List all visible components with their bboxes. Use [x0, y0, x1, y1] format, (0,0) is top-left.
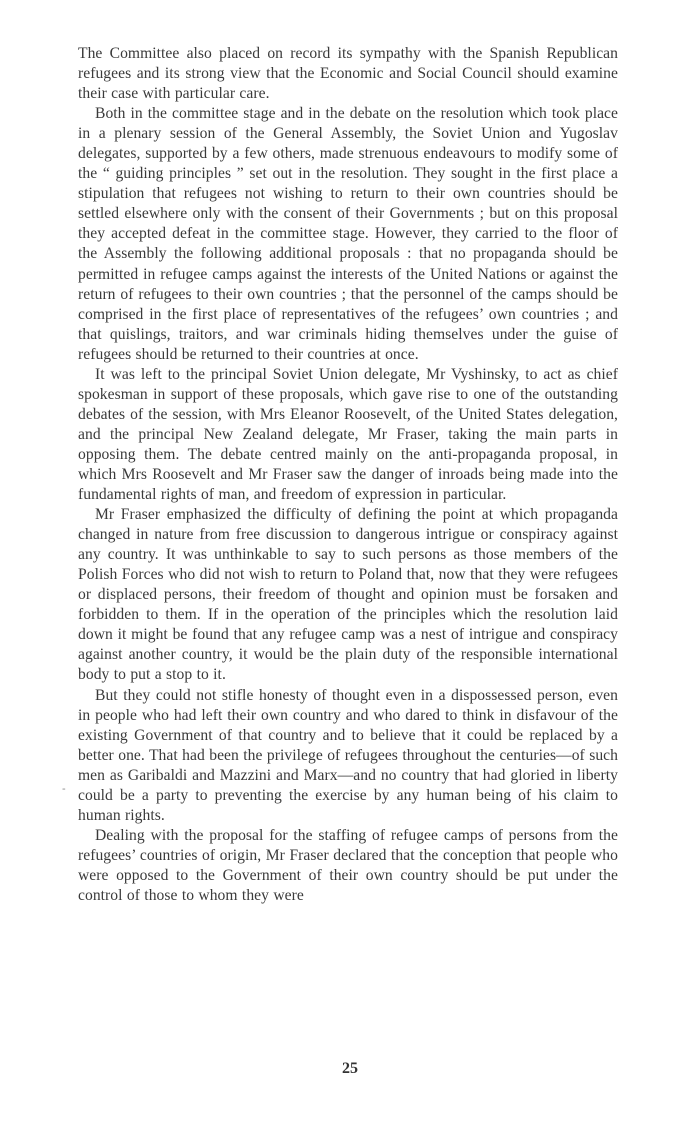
paragraph-5: But they could not stifle honesty of thought even in a dispossessed person, even in people who had left their own country and who dared to think in disfavour of the existing Government of that country and to believe that it could be replaced by a better one. That had been the privilege of refugees throughout the centuries—of such men as Garibaldi and Mazzini and Marx—and no country that had gloried in liberty could be a party to preventing the exercise by any human being of his claim to human rights.: [78, 686, 618, 824]
paragraph-6: Dealing with the proposal for the staffing of refugee camps of persons from the refugees’ countries of origin, Mr Fraser declared that the conception that people who were opposed to the Government of their own country should be put under the control of those to whom they were: [78, 826, 618, 904]
paragraph-4: Mr Fraser emphasized the difficulty of defining the point at which propaganda changed in nature from free discussion to dangerous intrigue or conspiracy against any country. It was unthinkable to say to such persons as those members of the Polish Forces who did not wish to return to Poland that, now that they were refugees or displaced persons, their freedom of thought and opinion must be forsaken and forbidden to them. If in the operation of the principles which the resolution laid down it might be found that any refugee camp was a nest of intrigue and conspiracy against another country, it would be the plain duty of the responsible international body to put a stop to it.: [78, 506, 618, 684]
paragraph-1: The Committee also placed on record its sympathy with the Spanish Republican refugees and its strong view that the Economic and Social Council should examine their case with particular care.: [78, 45, 618, 103]
page-number: 25: [342, 1060, 358, 1077]
page-body: [78, 44, 618, 906]
margin-mark: -: [62, 783, 66, 795]
paragraph-2: Both in the committee stage and in the debate on the resolution which took place in a plenary session of the General Assembly, the Soviet Union and Yugoslav delegates, supported by a few others, made strenuous endeavours to modify some of the “ guiding principles ” set out in the resolution. They sought in the first place a stipulation that refugees not wishing to return to their own countries should be settled elsewhere only with the consent of their Governments ; but on this proposal they accepted defeat in the committee stage. However, they carried to the floor of the Assembly the following additional proposals : that no propaganda should be permitted in refugee camps against the interests of the United Nations or against the return of refugees to their own countries ; that the personnel of the camps should be comprised in the first place of representatives of the refugees’ own countries ; and that quislings, traitors, and war criminals hiding themselves under the guise of refugees should be returned to their countries at once.: [78, 105, 618, 363]
paragraph-3: It was left to the principal Soviet Union delegate, Mr Vyshinsky, to act as chief spokesman in support of these proposals, which gave rise to one of the outstanding debates of the session, with Mrs Eleanor Roosevelt, of the United States delegation, and the principal New Zealand delegate, Mr Fraser, taking the main parts in opposing them. The debate centred mainly on the anti-propaganda proposal, in which Mrs Roosevelt and Mr Fraser saw the danger of inroads being made into the fundamental rights of man, and freedom of expression in particular.: [78, 365, 618, 504]
